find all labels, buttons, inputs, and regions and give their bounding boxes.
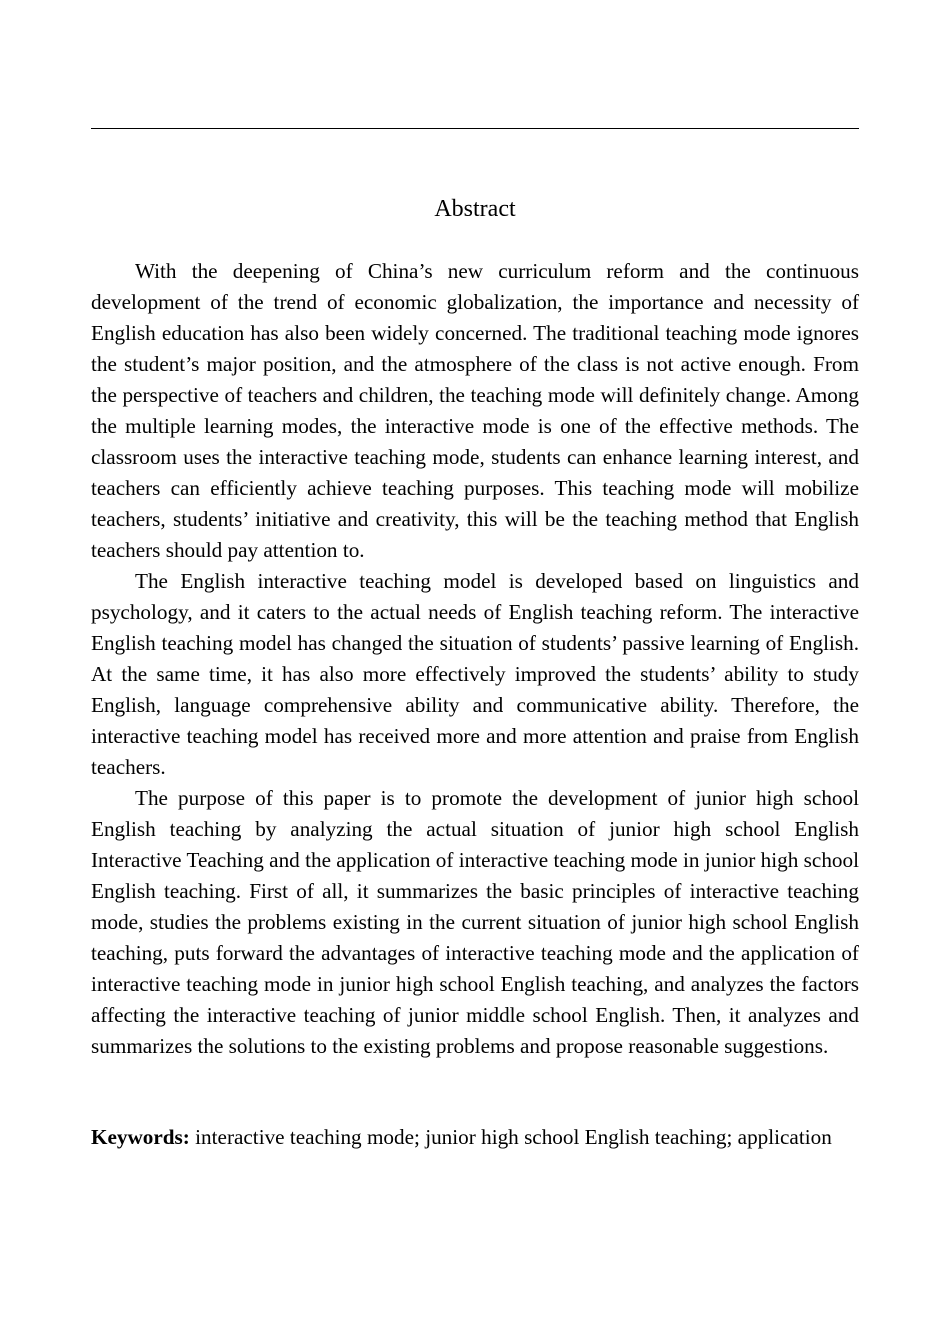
abstract-title: Abstract	[434, 196, 516, 222]
keywords-label: Keywords:	[91, 1125, 190, 1149]
abstract-paragraph-1: With the deepening of China’s new curriculum reform and the continuous development of the trend of economic globalization, the importance and necessity of English education has also been widely concerned. The traditional teaching mode ignores the student’s major position, and the atmosphere of the class is not active enough. From the perspective of teachers and children, the teaching mode will definitely change. Among the multiple learning modes, the interactive mode is one of the effective methods. The classroom uses the interactive teaching mode, students can enhance learning interest, and teachers can efficiently achieve teaching purposes. This teaching mode will mobilize teachers, students’ initiative and creativity, this will be the teaching method that English teachers should pay attention to.	[91, 259, 859, 562]
keywords-line	[91, 1122, 859, 1153]
header-rule	[91, 128, 859, 129]
abstract-paragraph-2: The English interactive teaching model is developed based on linguistics and psychology, and it caters to the actual needs of English teaching reform. The interactive English teaching model has changed the situation of students’ passive learning of English. At the same time, it has also more effectively improved the students’ ability to study English, language comprehensive ability and communicative ability. Therefore, the interactive teaching model has received more and more attention and praise from English teachers.	[91, 569, 859, 779]
keywords-text: interactive teaching mode; junior high school English teaching; application	[195, 1125, 832, 1149]
abstract-paragraph-3: The purpose of this paper is to promote the development of junior high school English teaching by analyzing the actual situation of junior high school English Interactive Teaching and the application of interactive teaching mode in junior high school English teaching. First of all, it summarizes the basic principles of interactive teaching mode, studies the problems existing in the current situation of junior high school English teaching, puts forward the advantages of interactive teaching mode and the application of interactive teaching mode in junior high school English teaching, and analyzes the factors affecting the interactive teaching of junior middle school English. Then, it analyzes and summarizes the solutions to the existing problems and propose reasonable suggestions.	[91, 786, 859, 1058]
abstract-body	[91, 256, 859, 1062]
